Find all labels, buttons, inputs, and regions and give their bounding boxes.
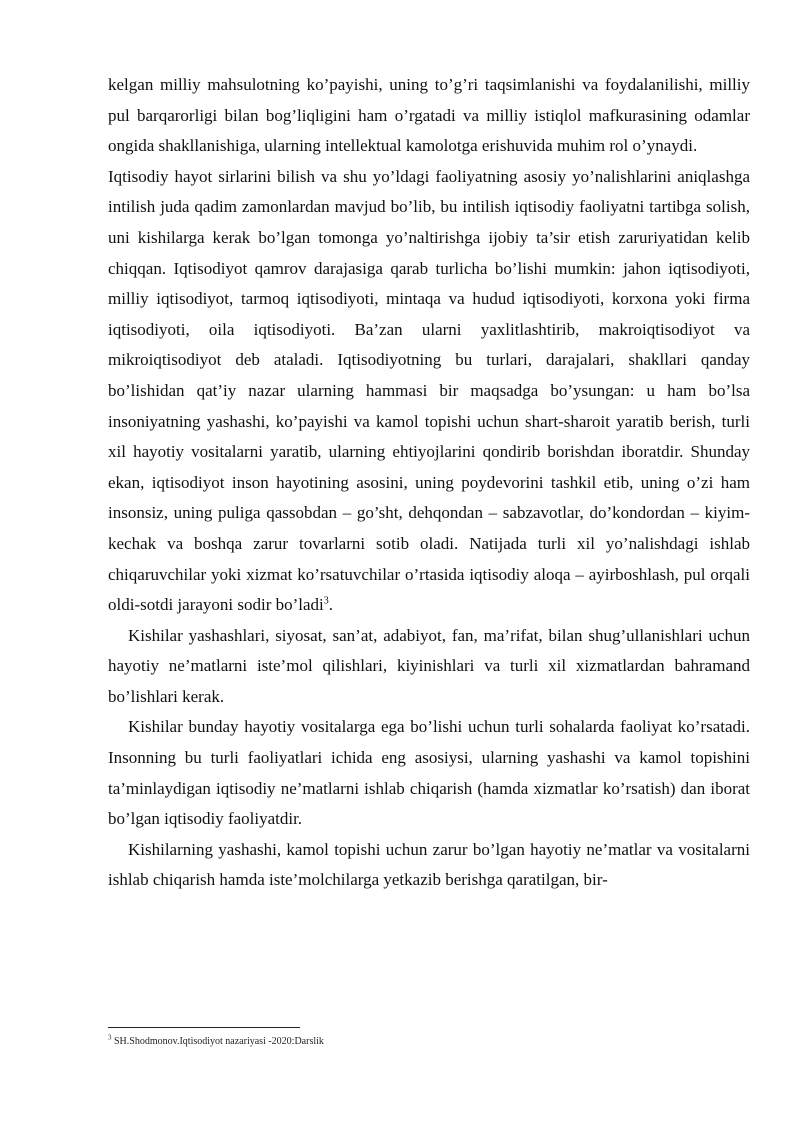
paragraph-3: Kishilar yashashlari, siyosat, san’at, adabiyot, fan, ma’rifat, bilan shug’ullanishlari uchun hayotiy ne’matlarni iste’mol qilishlari, kiyinishlari va turli xil xizmatlardan bahramand bo’lishlari kerak.	[108, 625, 750, 706]
paragraph-4: Kishilar bunday hayotiy vositalarga ega bo’lishi uchun turli sohalarda faoliyat ko’rsatadi. Insonning bu turli faoliyatlari ichida eng asosiysi, ularning yashashi va kamol topishini ta’minlaydigan iqtisodiy ne’matlarni ishlab chiqarish (hamda xizmatlar ko’rsatish) dan iborat bo’lgan iqtisodiy faoliyatdir.	[108, 717, 750, 829]
body-text	[108, 70, 750, 896]
footnote-text: SH.Shodmonov.Iqtisodiyot nazariyasi -2020:Darslik	[114, 1036, 324, 1047]
paragraph-2-end: .	[328, 595, 334, 615]
paragraph-2	[108, 162, 750, 621]
paragraph-1: kelgan milliy mahsulotning ko’payishi, uning to’g’ri taqsimlanishi va foydalanilishi, milliy pul barqarorligi bilan bog’liqligini ham o’rgatadi va milliy istiqlol mafkurasining odamlar ongida shakllanishiga, ularning intellektual kamolotga erishuvida muhim rol o’ynaydi.	[108, 75, 750, 156]
footnote-number: 3	[108, 1033, 112, 1042]
paragraph-2-text: Iqtisodiy hayot sirlarini bilish va shu yo’ldagi faoliyatning asosiy yo’nalishlarini aniqlashga intilish juda qadim zamonlardan mavjud bo’lib, bu intilish iqtisodiy faoliyatni tartibga solish, uni kishilarga kerak bo’lgan tomonga yo’naltirishga ijobiy ta’sir etish zaruriyatidan kelib chiqqan. Iqtisodiyot qamrov darajasiga qarab turlicha bo’lishi mumkin: jahon iqtisodiyoti, milliy iqtisodiyot, tarmoq iqtisodiyoti, mintaqa va hudud iqtisodiyoti, korxona yoki firma iqtisodiyoti, oila iqtisodiyoti. Ba’zan ularni yaxlitlashtirib, makroiqtisodiyot va mikroiqtisodiyot deb ataladi. Iqtisodiyotning bu turlari, darajalari, shakllari qanday bo’lishidan qat’iy nazar ularning hammasi bir maqsadga bo’ysungan: u ham bo’lsa insoniyatning yashashi, ko’payishi va kamol topishi uchun shart-sharoit yaratib berish, turli xil hayotiy vositalarni yaratib, ularning ehtiyojlarini qondirib borishdan iboratdir. Shunday ekan, iqtisodiyot inson hayotining asosini, uning poydevorini tashkil etib, uning o’zi ham insonsiz, uning puliga qassobdan – go’sht, dehqondan – sabzavotlar, do’kondordan – kiyim-kechak va boshqa zarur tovarlarni sotib oladi. Natijada turli xil yo’nalishdagi ishlab chiqaruvchilar yoki xizmat ko’rsatuvchilar o’rtasida iqtisodiy aloqa – ayirboshlash, pul orqali oldi-sotdi jarayoni sodir bo’ladi	[108, 166, 750, 615]
footnote-reference[interactable]: 3	[323, 595, 329, 607]
paragraph-5: Kishilarning yashashi, kamol topishi uchun zarur bo’lgan hayotiy ne’matlar va vositalarni ishlab chiqarish hamda iste’molchilarga yetkazib berishga qaratilgan, bir-	[108, 839, 750, 890]
footnote-divider	[108, 1027, 300, 1028]
footnote	[108, 1035, 708, 1049]
